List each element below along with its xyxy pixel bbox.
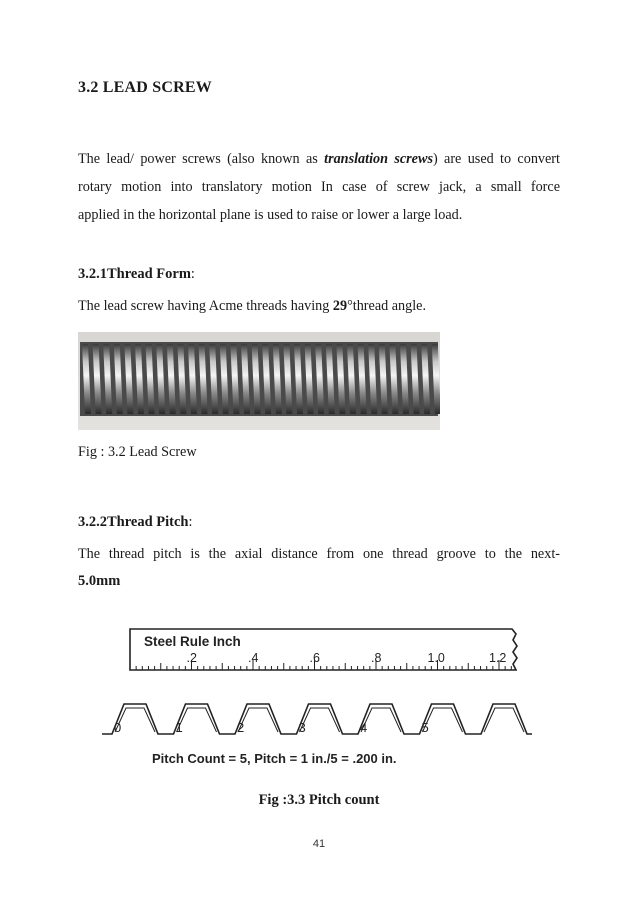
ruler-tick-label: .8 <box>371 651 382 665</box>
section-heading: 3.2 LEAD SCREW <box>78 79 212 96</box>
thread-pitch-heading: 3.2.2Thread Pitch: <box>78 514 193 530</box>
lead-screw-photo <box>78 332 440 430</box>
pitch-count-label: 3 <box>298 720 306 735</box>
pitch-count-label: 2 <box>237 720 245 735</box>
thread-pitch-value: 5.0mm <box>78 573 121 589</box>
pitch-count-label: 0 <box>114 720 122 735</box>
lead-screw-paragraph <box>78 145 560 229</box>
paragraph-line-1: The lead/ power screws (also known as translation screws) are used to convert <box>78 151 560 167</box>
ruler-tick-label: .2 <box>186 651 197 665</box>
thread-form-heading: 3.2.1Thread Form: <box>78 266 195 282</box>
pitch-formula: Pitch Count = 5, Pitch = 1 in./5 = .200 in. <box>152 751 397 766</box>
ruler-tick-label: 1.0 <box>427 651 445 665</box>
thread-pitch-text: The thread pitch is the axial distance from one thread groove to the next- <box>78 546 560 562</box>
paragraph-line-2: rotary motion into translatory motion In case of screw jack, a small force <box>78 179 560 195</box>
ruler-tick-label: .4 <box>248 651 259 665</box>
ruler-tick-label: 1.2 <box>489 651 507 665</box>
page-number: 41 <box>312 838 326 850</box>
pitch-count-label: 4 <box>360 720 368 735</box>
pitch-count-diagram <box>92 622 540 774</box>
ruler-title: Steel Rule Inch <box>144 634 241 649</box>
pitch-count-label: 1 <box>175 720 183 735</box>
lead-screw-image <box>78 332 440 430</box>
paragraph-line-3: applied in the horizontal plane is used to raise or lower a large load. <box>78 207 463 223</box>
pitch-count-label: 5 <box>421 720 429 735</box>
pitch-count-figure <box>92 622 540 774</box>
thread-form-text: The lead screw having Acme threads having 29°thread angle. <box>78 298 427 314</box>
figure-3-2-caption: Fig : 3.2 Lead Screw <box>78 444 197 460</box>
ruler-tick-label: .6 <box>309 651 320 665</box>
figure-3-3-caption: Fig :3.3 Pitch count <box>258 792 380 808</box>
